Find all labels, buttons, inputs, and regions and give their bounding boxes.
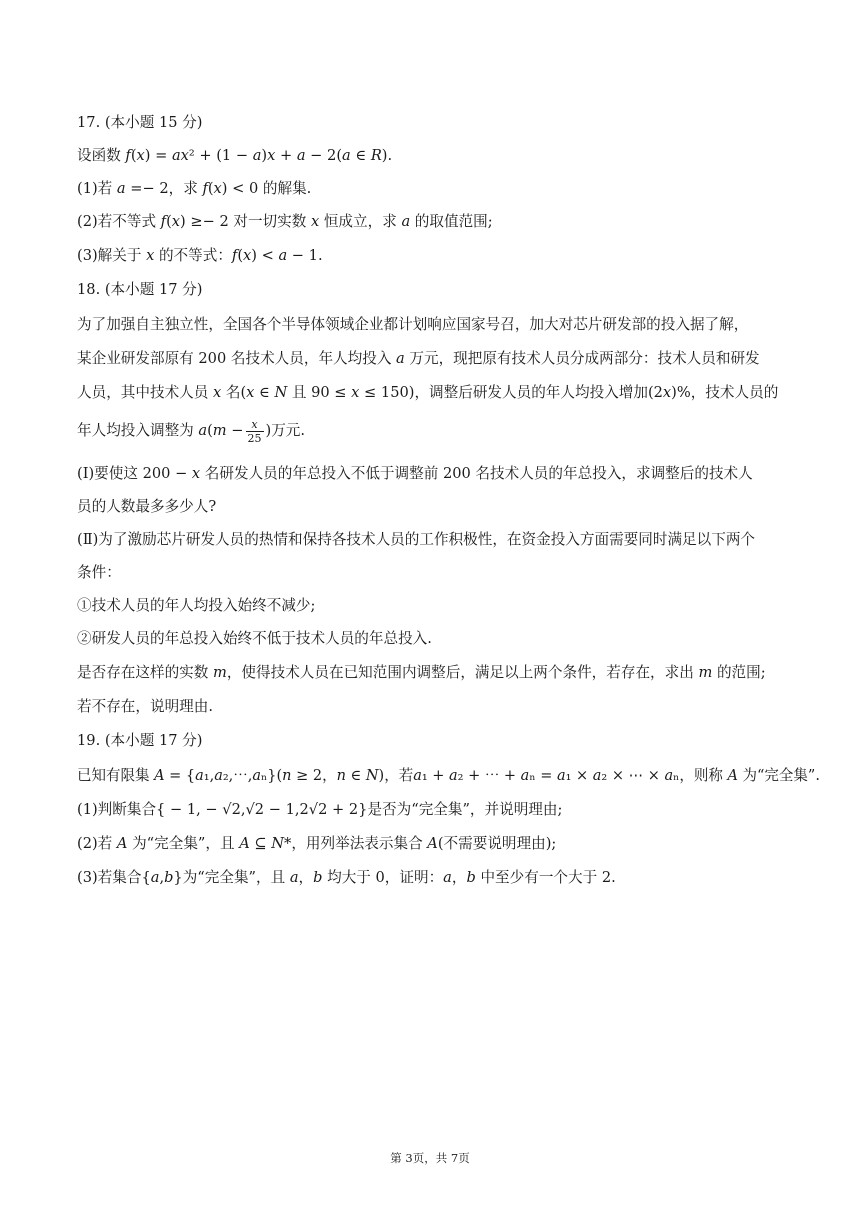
problem-19-header: 19. (本小题 17 分) <box>77 732 203 749</box>
problem-18-question-line: 若不存在，说明理由. <box>77 698 213 715</box>
fraction-numerator: 𝑥 <box>251 417 258 431</box>
problem-18-text-line-fraction <box>77 414 305 448</box>
problem-18-condition-2: ②研发人员的年总投入始终不低于技术人员的年总投入. <box>77 630 432 647</box>
problem-17-stem: 设函数 𝑓(𝑥) = 𝑎𝑥² + (1 − 𝑎)𝑥 + 𝑎 − 2(𝑎 ∈ 𝑅). <box>77 147 393 164</box>
problem-17-question-2: (2)若不等式 𝑓(𝑥) ≥− 2 对一切实数 𝑥 恒成立，求 𝑎 的取值范围; <box>77 213 493 230</box>
fraction-denominator: 25 <box>247 431 262 445</box>
fraction-suffix: )万元. <box>265 422 306 439</box>
problem-19-question-1: (1)判断集合{ − 1, − √2,√2 − 1,2√2 + 2}是否为“完全集”，并说明理由; <box>77 801 563 818</box>
fraction-prefix: 年人均投入调整为 𝑎(𝑚 − <box>77 422 244 439</box>
problem-18-text-line: 为了加强自主独立性，全国各个半导体领域企业都计划响应国家号召，加大对芯片研发部的投入据了解， <box>77 316 749 333</box>
problem-17-question-3: (3)解关于 𝑥 的不等式：𝑓(𝑥) < 𝑎 − 1. <box>77 247 323 264</box>
problem-18-text-line: 某企业研发部原有 200 名技术人员，年人均投入 𝑎 万元，现把原有技术人员分成两部分：技术人员和研发 <box>77 350 760 367</box>
problem-18-condition-1: ①技术人员的年人均投入始终不减少; <box>77 597 316 614</box>
page-footer: 第 3页，共 7页 <box>390 1151 470 1165</box>
problem-18-text-line: 人员，其中技术人员 𝑥 名(𝑥 ∈ 𝑁 且 90 ≤ 𝑥 ≤ 150)，调整后研发人员的年人均投入增加(2𝑥)%，技术人员的 <box>77 384 779 401</box>
problem-18-header: 18. (本小题 17 分) <box>77 281 203 298</box>
problem-17-question-1: (1)若 𝑎 =− 2，求 𝑓(𝑥) < 0 的解集. <box>77 180 312 197</box>
problem-18-part-1-line: 员的人数最多多少人? <box>77 498 217 515</box>
problem-18-question-line: 是否存在这样的实数 𝑚，使得技术人员在已知范围内调整后，满足以上两个条件，若存在，求出 𝑚 的范围; <box>77 664 766 681</box>
fraction <box>246 418 264 445</box>
problem-19-stem: 已知有限集 𝐴 = {𝑎₁,𝑎₂,⋯,𝑎ₙ}(𝑛 ≥ 2，𝑛 ∈ 𝑁)，若𝑎₁ + 𝑎₂ + ⋯ + 𝑎ₙ = 𝑎₁ × 𝑎₂ × ⋯ × 𝑎ₙ，则称 𝐴 为“完全集”. <box>77 767 820 784</box>
problem-18-part-1-line: (Ⅰ)要使这 200 − 𝑥 名研发人员的年总投入不低于调整前 200 名技术人员的年总投入，求调整后的技术人 <box>77 465 753 482</box>
problem-19-question-3: (3)若集合{𝑎,𝑏}为“完全集”，且 𝑎，𝑏 均大于 0，证明：𝑎，𝑏 中至少有一个大于 2. <box>77 869 616 886</box>
problem-18-part-2-line: 条件： <box>77 564 121 581</box>
problem-17-header: 17. (本小题 15 分) <box>77 114 203 131</box>
problem-18-part-2-line: (Ⅱ)为了激励芯片研发人员的热情和保持各技术人员的工作积极性，在资金投入方面需要同时满足以下两个 <box>77 531 756 548</box>
problem-19-question-2: (2)若 𝐴 为“完全集”，且 𝐴 ⊆ 𝑁*，用列举法表示集合 𝐴(不需要说明理由); <box>77 835 557 852</box>
